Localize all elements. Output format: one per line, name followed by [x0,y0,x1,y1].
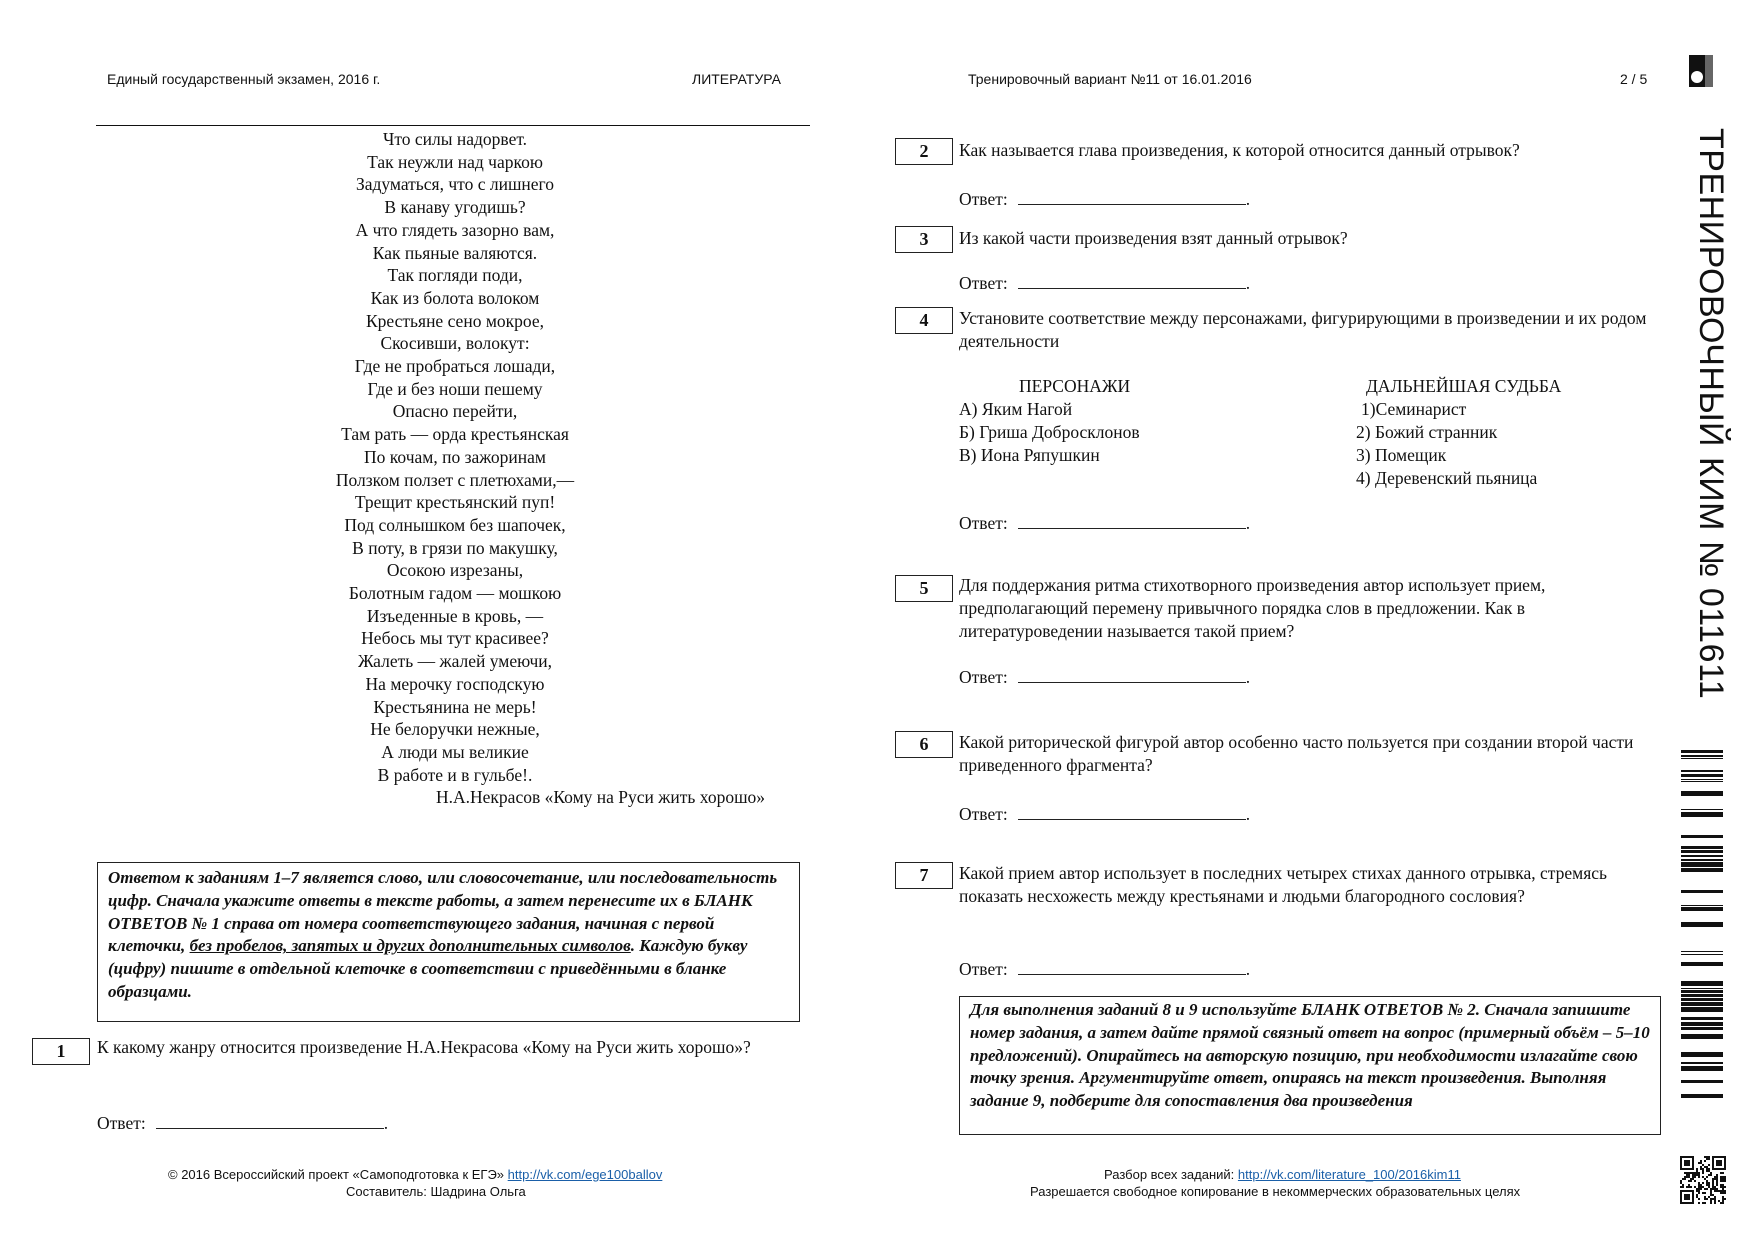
poem-line: Не белоручки нежные, [370,719,540,740]
task-question: К какому жанру относится произведение Н.А.Некрасова «Кому на Руси жить хорошо»? [97,1037,751,1057]
character-item: В) Иона Ряпушкин [959,445,1100,465]
poem-line: Под солнышком без шапочек, [344,514,566,535]
answer-period: . [1245,513,1251,533]
task-question: Для поддержания ритма стихотворного произведения автор использует прием, предполагающий перемену привычного порядка слов в предложении. Как в литературоведении называется такой прием? [959,575,1546,641]
task-number-box: 2 [895,138,953,165]
header-divider [96,125,810,126]
answer-field[interactable] [959,804,1250,825]
answer-blank[interactable] [1018,804,1246,820]
copyright-text: © 2016 Всероссийский проект «Самоподготовка к ЕГЭ» [168,1167,505,1182]
poem-line: Как пьяные валяются. [372,242,538,263]
instructions-text-end: . Каждую букву (цифру) пишите в отдельной клеточке в соответствии с приведёнными в бланке образцами. [108,936,748,1001]
answer-field[interactable] [959,189,1250,210]
task-number-box: 1 [32,1038,90,1065]
character-item: А) Яким Нагой [959,399,1073,419]
answer-period: . [1245,189,1251,209]
poem-line: Небось мы тут красивее? [361,628,549,649]
task-question: Установите соответствие между персонажами, фигурирующими в произведении и их родом деятельности [959,308,1647,351]
poem-line: Болотным гадом — мошкою [348,583,562,604]
qr-code-icon [1680,1156,1726,1204]
header-variant: Тренировочный вариант №11 от 16.01.2016 [968,71,1252,87]
answer-blank[interactable] [1018,667,1246,683]
poem-line: Где и без ноши пешему [367,378,543,399]
poem-line: Опасно перейти, [392,401,518,422]
answer-label: Ответ: [959,189,1008,209]
answer-period: . [1245,273,1251,293]
fate-item: 1)Семинарист [1361,399,1467,419]
task-question: Какой прием автор использует в последних четырех стихах данного отрывка, стремясь показать несхожесть между крестьянами и людьми благородного сословия? [959,863,1607,906]
poem-line: Крестьянина не мерь! [373,696,537,717]
task-number-box: 4 [895,307,953,334]
poem-line: Трещит крестьянский пуп! [354,492,556,513]
kim-id-vertical: ТРЕНИРОВОЧНЫЙ КИМ № 011611 [1692,128,1730,700]
fate-item: 4) Деревенский пьяница [1356,468,1538,488]
page-number: 2 / 5 [1620,71,1648,87]
poem-line: Что силы надорвет. [382,129,528,149]
answer-field[interactable] [97,1113,388,1134]
poem-source: Н.А.Некрасов «Кому на Руси жить хорошо» [436,787,766,807]
fates-header: ДАЛЬНЕЙШАЯ СУДЬБА [1366,376,1562,396]
poem-excerpt [300,128,610,786]
answer-blank[interactable] [1018,273,1246,289]
poem-line: По кочам, по зажоринам [364,446,546,467]
answer-blank[interactable] [1018,959,1246,975]
fate-item: 3) Помещик [1356,445,1447,465]
answer-label: Ответ: [959,273,1008,293]
poem-line: Как из болота волоком [370,287,540,308]
footer-author: Составитель: Шадрина Ольга [346,1184,526,1199]
task-number-box: 5 [895,575,953,602]
instructions-text: Ответом к заданиям 1–7 является слово, или словосочетание, или последовательность цифр. Сначала укажите ответы в тексте работы, а затем перенесите их в БЛАНК ОТВЕТОВ № 1 справа от номера соответствующего задания, начиная с первой клеточки, [108,868,778,956]
answer-period: . [1245,804,1251,824]
answer-blank[interactable] [1018,513,1246,529]
analysis-link[interactable]: http://vk.com/literature_100/2016kim11 [1237,1167,1461,1182]
poem-line: Там рать — орда крестьянская [341,424,569,445]
task-question: Из какой части произведения взят данный отрывок? [959,228,1348,248]
answer-label: Ответ: [959,513,1008,533]
footer-copyright [168,1167,662,1182]
answer-label: Ответ: [959,959,1008,979]
project-link[interactable]: http://vk.com/ege100ballov [507,1167,663,1182]
answer-period: . [1245,959,1251,979]
poem-line: В канаву угодишь? [384,197,526,218]
task-question: Как называется глава произведения, к которой относится данный отрывок? [959,140,1520,160]
poem-line: Крестьяне сено мокрое, [366,310,544,331]
task-number-box: 3 [895,226,953,253]
instructions-tasks-8-9: Для выполнения заданий 8 и 9 используйте БЛАНК ОТВЕТОВ № 2. Сначала запишите номер задания, а затем дайте прямой связный ответ на вопрос (примерный объём – 5–10 предложений). Опирайтесь на авторскую позицию, при необходимости излагайте свою точку зрения. Аргументируйте ответ, опираясь на текст произведения. Выполняя задание 9, подберите для сопоставления два произведения [959,996,1661,1135]
poem-line: В поту, в грязи по макушку, [352,537,558,558]
task-question: Какой риторической фигурой автор особенно часто пользуется при создании второй части приведенного фрагмента? [959,732,1634,775]
poem-line: Так неужли над чаркою [367,151,543,172]
header-subject: ЛИТЕРАТУРА [692,71,781,87]
poem-line: А что глядеть зазорно вам, [355,219,555,240]
poem-line: Жалеть — жалей умеючи, [357,651,553,672]
answer-label: Ответ: [959,804,1008,824]
answer-blank[interactable] [156,1113,384,1129]
character-item: Б) Гриша Добросклонов [959,422,1140,442]
answer-blank[interactable] [1018,189,1246,205]
task-number-box: 7 [895,862,953,889]
task-number-box: 6 [895,731,953,758]
footer-analysis [1104,1167,1461,1182]
answer-field[interactable] [959,667,1250,688]
poem-line: Изъеденные в кровь, — [366,605,544,626]
poem-line: Так погляди поди, [387,265,523,286]
analysis-label: Разбор всех заданий: [1104,1167,1235,1182]
barcode-icon [1681,750,1723,1102]
poem-line: В работе и в гульбе!. [377,764,533,785]
instructions-tasks-1-7 [97,862,800,1022]
answer-label: Ответ: [959,667,1008,687]
poem-line: Ползком ползет с плетюхами,— [335,469,575,490]
poem-line: Задуматься, что с лишнего [355,174,555,195]
corner-marker-icon [1689,55,1713,87]
fate-item: 2) Божий странник [1356,422,1498,442]
poem-line: Скосивши, волокут: [380,333,530,354]
answer-field[interactable] [959,959,1250,980]
characters-header: ПЕРСОНАЖИ [1019,376,1131,396]
footer-license: Разрешается свободное копирование в некоммерческих образовательных целях [1030,1184,1521,1199]
poem-line: А люди мы великие [381,741,529,762]
answer-period: . [1245,667,1251,687]
answer-field[interactable] [959,273,1250,294]
answer-field[interactable] [959,513,1250,534]
instructions-emphasis: без пробелов, запятых и других дополнительных символов [189,936,631,956]
poem-line: Где не пробраться лошади, [354,356,556,377]
header-exam-title: Единый государственный экзамен, 2016 г. [107,71,381,87]
answer-label: Ответ: [97,1113,146,1133]
poem-line: На мерочку господскую [365,673,545,694]
answer-period: . [383,1113,389,1133]
poem-line: Осокою изрезаны, [386,560,524,581]
